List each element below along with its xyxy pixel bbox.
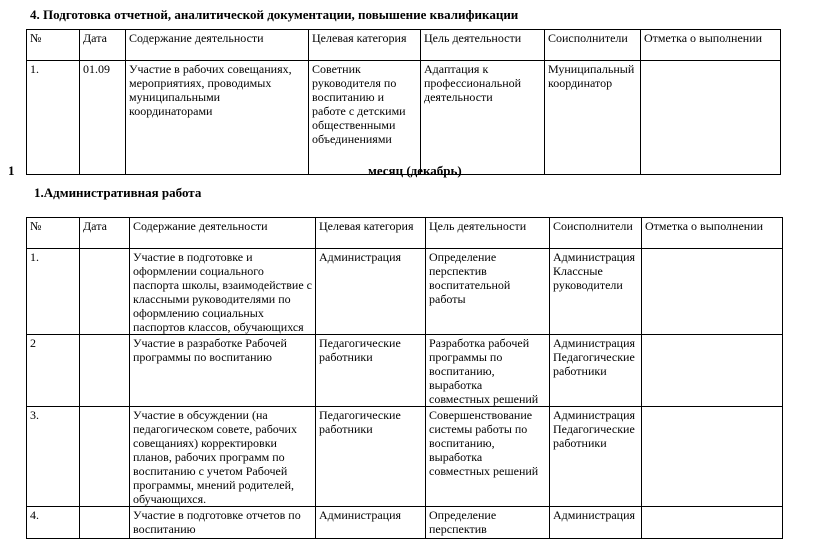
reporting-activities-table [26,29,781,175]
row-number: 1. [27,249,80,335]
col-header-coexecutors: Соисполнители [545,30,641,61]
col-header-content: Содержание деятельности [130,218,316,249]
col-header-content: Содержание деятельности [126,30,309,61]
table-row [27,507,783,539]
row-target: Администрация [316,507,426,539]
table-header-row [27,30,781,61]
row-goal: Разработка рабочей программы по воспитанию, выработка совместных решений [426,335,550,407]
table-row [27,407,783,507]
col-header-mark: Отметка о выполнении [642,218,783,249]
col-header-target: Целевая категория [316,218,426,249]
row-content: Участие в подготовке и оформлении социального паспорта школы, взаимодействие с классными руководителями по оформлению социальных паспортов классов, обучающихся [130,249,316,335]
administrative-work-table [26,217,783,539]
col-header-goal: Цель деятельности [421,30,545,61]
row-coexecutors: Администрация Классные руководители [550,249,642,335]
table-row [27,61,781,175]
row-date [80,407,130,507]
row-goal: Определение перспектив воспитательной работы [426,249,550,335]
row-coexecutors: Администрация Педагогические работники [550,335,642,407]
table-row [27,249,783,335]
col-header-date: Дата [80,30,126,61]
row-date [80,249,130,335]
row-target: Педагогические работники [316,407,426,507]
row-coexecutors: Администрация [550,507,642,539]
col-header-target: Целевая категория [309,30,421,61]
row-goal: Совершенствование системы работы по воспитанию, выработка совместных решений [426,407,550,507]
month-number: 1 [8,163,15,178]
col-header-goal: Цель деятельности [426,218,550,249]
row-number: 1. [27,61,80,175]
row-mark [642,249,783,335]
row-date [80,335,130,407]
row-date [80,507,130,539]
row-date: 01.09 [80,61,126,175]
col-header-number: № [27,218,80,249]
row-coexecutors: Муниципальный координатор [545,61,641,175]
row-goal: Определение перспектив [426,507,550,539]
col-header-coexecutors: Соисполнители [550,218,642,249]
row-content: Участие в разработке Рабочей программы по воспитанию [130,335,316,407]
col-header-date: Дата [80,218,130,249]
row-target: Педагогические работники [316,335,426,407]
col-header-mark: Отметка о выполнении [641,30,781,61]
month-label: месяц (декабрь) [368,163,462,178]
row-number: 4. [27,507,80,539]
col-header-number: № [27,30,80,61]
row-target: Советник руководителя по воспитанию и работе с детскими общественными объединениями [309,61,421,175]
row-number: 3. [27,407,80,507]
row-mark [641,61,781,175]
section-4-title: 4. Подготовка отчетной, аналитической документации, повышение квалификации [30,7,519,22]
row-mark [642,335,783,407]
row-content: Участие в обсуждении (на педагогическом совете, рабочих совещаниях) корректировки планов, рабочих программ по воспитанию с учетом Рабочей программы, мнений родителей, обучающихся. [130,407,316,507]
row-content: Участие в подготовке отчетов по воспитанию [130,507,316,539]
row-mark [642,507,783,539]
row-coexecutors: Администрация Педагогические работники [550,407,642,507]
row-mark [642,407,783,507]
row-content: Участие в рабочих совещаниях, мероприятиях, проводимых муниципальными координаторами [126,61,309,175]
row-goal: Адаптация к профессиональной деятельности [421,61,545,175]
row-target: Администрация [316,249,426,335]
table-row [27,335,783,407]
table-header-row [27,218,783,249]
row-number: 2 [27,335,80,407]
admin-section-title: 1.Административная работа [34,185,202,200]
